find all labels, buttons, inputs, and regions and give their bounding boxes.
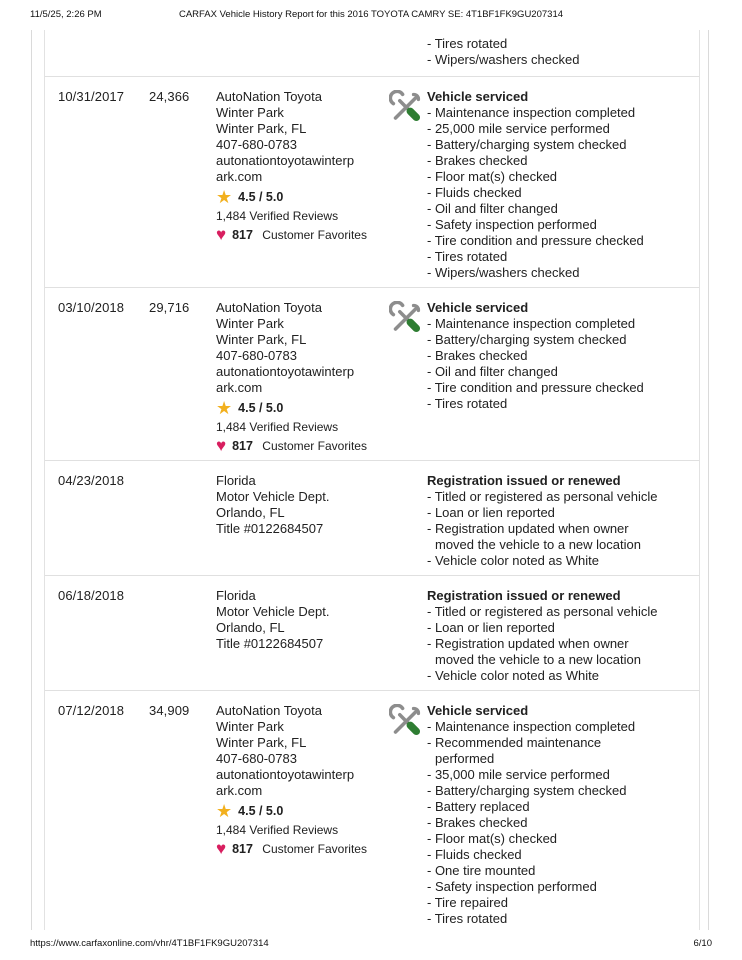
star-icon: ★ <box>216 801 233 821</box>
event-date: 06/18/2018 <box>58 588 125 603</box>
event-detail-line: - Wipers/washers checked <box>427 265 580 280</box>
event-mileage <box>149 588 216 684</box>
report-url: https://www.carfaxonline.com/vhr/4T1BF1FK9GU207314 <box>30 938 269 949</box>
event-icon-cell <box>389 300 427 454</box>
source-line: Winter Park <box>216 105 284 120</box>
event-detail-line: - Vehicle color noted as White <box>427 668 599 683</box>
favorites-count: 817 <box>232 439 253 453</box>
history-section-card <box>31 30 709 930</box>
customer-favorites <box>216 841 379 857</box>
history-row <box>45 460 699 575</box>
event-detail-line: - Maintenance inspection completed <box>427 719 636 734</box>
event-source <box>216 36 389 68</box>
history-table <box>44 30 700 930</box>
event-mileage: 29,716 <box>149 300 190 315</box>
customer-favorites <box>216 438 379 454</box>
history-row <box>45 76 699 287</box>
event-detail-line: - Battery/charging system checked <box>427 332 627 347</box>
event-detail-line: - Vehicle color noted as White <box>427 553 599 568</box>
rating-value: 4.5 / 5.0 <box>238 401 284 415</box>
event-details <box>427 473 693 569</box>
event-icon-cell <box>389 89 427 281</box>
event-detail-line: - Maintenance inspection completed <box>427 316 636 331</box>
star-icon: ★ <box>216 187 233 207</box>
event-mileage: 34,909 <box>149 703 190 718</box>
event-icon-cell <box>389 703 427 927</box>
dealer-rating <box>216 803 379 819</box>
event-detail-line: moved the vehicle to a new location <box>435 537 641 552</box>
verified-reviews: 1,484 Verified Reviews <box>216 420 339 434</box>
event-icon-cell <box>389 588 427 684</box>
verified-reviews: 1,484 Verified Reviews <box>216 209 339 223</box>
event-detail-line: moved the vehicle to a new location <box>435 652 641 667</box>
event-detail-line: performed <box>435 751 495 766</box>
event-title: Registration issued or renewed <box>427 588 621 603</box>
source-line: 407-680-0783 <box>216 751 297 766</box>
event-mileage <box>149 36 216 68</box>
event-detail-line: - Brakes checked <box>427 153 528 168</box>
history-row <box>45 575 699 690</box>
dealer-rating <box>216 400 379 416</box>
event-title: Vehicle serviced <box>427 89 529 104</box>
event-detail-line: - Tire condition and pressure checked <box>427 233 644 248</box>
event-detail-line: - Loan or lien reported <box>427 620 555 635</box>
source-line: Winter Park <box>216 719 284 734</box>
source-line: Orlando, FL <box>216 620 285 635</box>
service-tools-icon <box>389 90 423 124</box>
rating-value: 4.5 / 5.0 <box>238 190 284 204</box>
event-detail-line: - Floor mat(s) checked <box>427 831 558 846</box>
event-title: Vehicle serviced <box>427 300 529 315</box>
event-detail-line: - Fluids checked <box>427 185 522 200</box>
event-detail-line: - Brakes checked <box>427 815 528 830</box>
service-tools-icon <box>389 704 423 738</box>
heart-icon: ♥ <box>216 839 227 858</box>
event-detail-line: - Battery/charging system checked <box>427 783 627 798</box>
event-detail-line: - Tires rotated <box>427 249 508 264</box>
source-line: Winter Park, FL <box>216 735 307 750</box>
source-line: ark.com <box>216 783 263 798</box>
event-detail-line: - Fluids checked <box>427 847 522 862</box>
event-mileage: 24,366 <box>149 89 190 104</box>
event-date: 07/12/2018 <box>58 703 125 718</box>
event-detail-line: - Registration updated when owner <box>427 636 629 651</box>
event-detail-line: - Safety inspection performed <box>427 217 597 232</box>
heart-icon: ♥ <box>216 225 227 244</box>
source-line: autonationtoyotawinterp <box>216 767 355 782</box>
event-title: Vehicle serviced <box>427 703 529 718</box>
favorites-count: 817 <box>232 842 253 856</box>
event-detail-line: - Floor mat(s) checked <box>427 169 558 184</box>
event-date <box>58 36 149 68</box>
source-line: Winter Park, FL <box>216 332 307 347</box>
event-title: Registration issued or renewed <box>427 473 621 488</box>
print-header <box>0 9 742 23</box>
event-source <box>216 300 389 454</box>
page-number: 6/10 <box>693 938 712 949</box>
event-source <box>216 473 389 569</box>
event-detail-line: - Safety inspection performed <box>427 879 597 894</box>
source-line: Florida <box>216 473 256 488</box>
source-line: Title #0122684507 <box>216 636 324 651</box>
heart-icon: ♥ <box>216 436 227 455</box>
event-detail-line: - Titled or registered as personal vehicle <box>427 489 658 504</box>
event-detail-line: - Tire condition and pressure checked <box>427 380 644 395</box>
source-line: ark.com <box>216 169 263 184</box>
rating-value: 4.5 / 5.0 <box>238 804 284 818</box>
source-line: 407-680-0783 <box>216 137 297 152</box>
source-line: 407-680-0783 <box>216 348 297 363</box>
event-date: 04/23/2018 <box>58 473 125 488</box>
event-details <box>427 588 693 684</box>
event-detail-line: - Registration updated when owner <box>427 521 629 536</box>
history-row-continued <box>45 30 699 76</box>
event-detail-line: - Tires rotated <box>427 911 508 926</box>
verified-reviews: 1,484 Verified Reviews <box>216 823 339 837</box>
service-tools-icon <box>389 301 423 335</box>
event-detail-line: - Tires rotated <box>427 36 508 51</box>
source-line: Florida <box>216 588 256 603</box>
customer-favorites <box>216 227 379 243</box>
source-line: Winter Park <box>216 316 284 331</box>
source-line: autonationtoyotawinterp <box>216 364 355 379</box>
source-line: AutoNation Toyota <box>216 703 322 718</box>
event-detail-line: - Titled or registered as personal vehicle <box>427 604 658 619</box>
event-date: 03/10/2018 <box>58 300 125 315</box>
history-row <box>45 690 699 930</box>
event-date: 10/31/2017 <box>58 89 125 104</box>
star-icon: ★ <box>216 398 233 418</box>
event-details <box>427 36 693 68</box>
event-detail-line: - Recommended maintenance <box>427 735 602 750</box>
event-detail-line: - Battery replaced <box>427 799 530 814</box>
source-line: ark.com <box>216 380 263 395</box>
event-detail-line: - 25,000 mile service performed <box>427 121 610 136</box>
report-title: CARFAX Vehicle History Report for this 2016 TOYOTA CAMRY SE: 4T1BF1FK9GU207314 <box>178 9 564 20</box>
source-line: Motor Vehicle Dept. <box>216 604 330 619</box>
event-details <box>427 89 693 281</box>
event-detail-line: - One tire mounted <box>427 863 536 878</box>
event-detail-line: - Brakes checked <box>427 348 528 363</box>
dealer-rating <box>216 189 379 205</box>
source-line: Title #0122684507 <box>216 521 324 536</box>
event-detail-line: - Wipers/washers checked <box>427 52 580 67</box>
source-line: autonationtoyotawinterp <box>216 153 355 168</box>
favorites-label: Customer Favorites <box>258 228 367 242</box>
source-line: Orlando, FL <box>216 505 285 520</box>
event-detail-line: - Oil and filter changed <box>427 364 558 379</box>
event-detail-line: - 35,000 mile service performed <box>427 767 610 782</box>
print-footer <box>30 938 712 949</box>
source-line: Winter Park, FL <box>216 121 307 136</box>
event-detail-line: - Maintenance inspection completed <box>427 105 636 120</box>
favorites-count: 817 <box>232 228 253 242</box>
event-source <box>216 588 389 684</box>
event-detail-line: - Battery/charging system checked <box>427 137 627 152</box>
history-row <box>45 287 699 460</box>
print-datetime: 11/5/25, 2:26 PM <box>30 9 102 20</box>
event-details <box>427 300 693 454</box>
source-line: AutoNation Toyota <box>216 300 322 315</box>
favorites-label: Customer Favorites <box>258 842 367 856</box>
event-icon-cell <box>389 36 427 68</box>
event-source <box>216 703 389 927</box>
event-detail-line: - Loan or lien reported <box>427 505 555 520</box>
event-detail-line: - Tires rotated <box>427 396 508 411</box>
event-source <box>216 89 389 281</box>
source-line: Motor Vehicle Dept. <box>216 489 330 504</box>
favorites-label: Customer Favorites <box>258 439 367 453</box>
event-detail-line: - Tire repaired <box>427 895 508 910</box>
source-line: AutoNation Toyota <box>216 89 322 104</box>
event-mileage <box>149 473 216 569</box>
event-detail-line: - Oil and filter changed <box>427 201 558 216</box>
event-icon-cell <box>389 473 427 569</box>
event-details <box>427 703 693 927</box>
